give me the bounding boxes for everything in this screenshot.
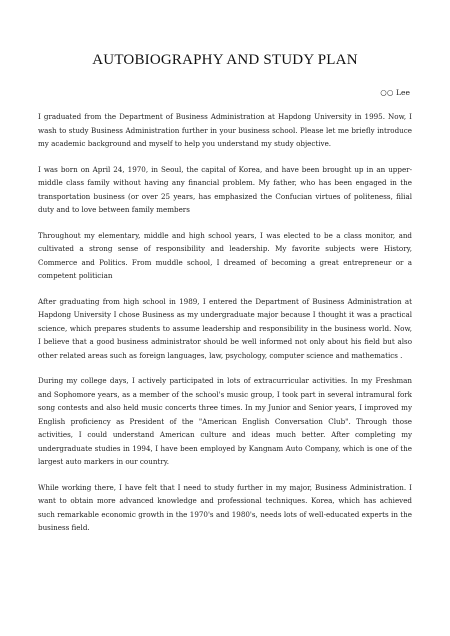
author-name: ○○ Lee [380,88,410,97]
paragraph-family: I was born on April 24, 1970, in Seoul, the capital of Korea, and have been brought up in an upper-middle class family without having any financial problem. My father, who has been engaged in the transportation business (or over 25 years, has emphasized the Confucian virtues of politeness, filial duty and to love between family members [38,164,412,214]
document-title: AUTOBIOGRAPHY AND STUDY PLAN [92,52,358,68]
paragraph-university: After graduating from high school in 1989, I entered the Department of Business Administration at Hapdong University I chose Business as my undergraduate major because I thought it was a practical science, which prepares students to assume leadership and responsibility in the business world. Now, I believe that a good business administrator should be well informed not only about his field but also other related areas such as foreign languages, law, psychology, computer science and mathematics . [38,296,412,360]
paragraph-college-activities: During my college days, I actively participated in lots of extracurricular activities. In my Freshman and Sophomore years, as a member of the school's music group, I took part in several intramural fork song contests and also held music concerts three times. In my Junior and Senior years, I improved my English proficiency as President of the "American English Conversation Club". Through those activities, I could understand American culture and ideas much better. After completing my undergraduate studies in 1994, I have been employed by Kangnam Auto Company, which is one of the largest auto markers in our country. [38,376,412,466]
paragraph-school-years: Throughout my elementary, middle and high school years, I was elected to be a class monitor, and cultivated a strong sense of responsibility and leadership. My favorite subjects were History, Commerce and Politics. From muddle school, I dreamed of becoming a great entrepreneur or a competent politician [38,230,412,280]
paragraph-work: While working there, I have felt that I need to study further in my major, Business Administration. I want to obtain more advanced knowledge and professional techniques. Korea, which has achieved such remarkable economic growth in the 1970's and 1980's, needs lots of well-educated experts in the business field. [38,482,412,532]
document-body [38,110,412,547]
paragraph-education: I graduated from the Department of Business Administration at Hapdong University in 1995. Now, I wash to study Business Administration further in your business school. Please let me briefly introduce my academic background and myself to help you understand my study objective. [38,112,412,148]
